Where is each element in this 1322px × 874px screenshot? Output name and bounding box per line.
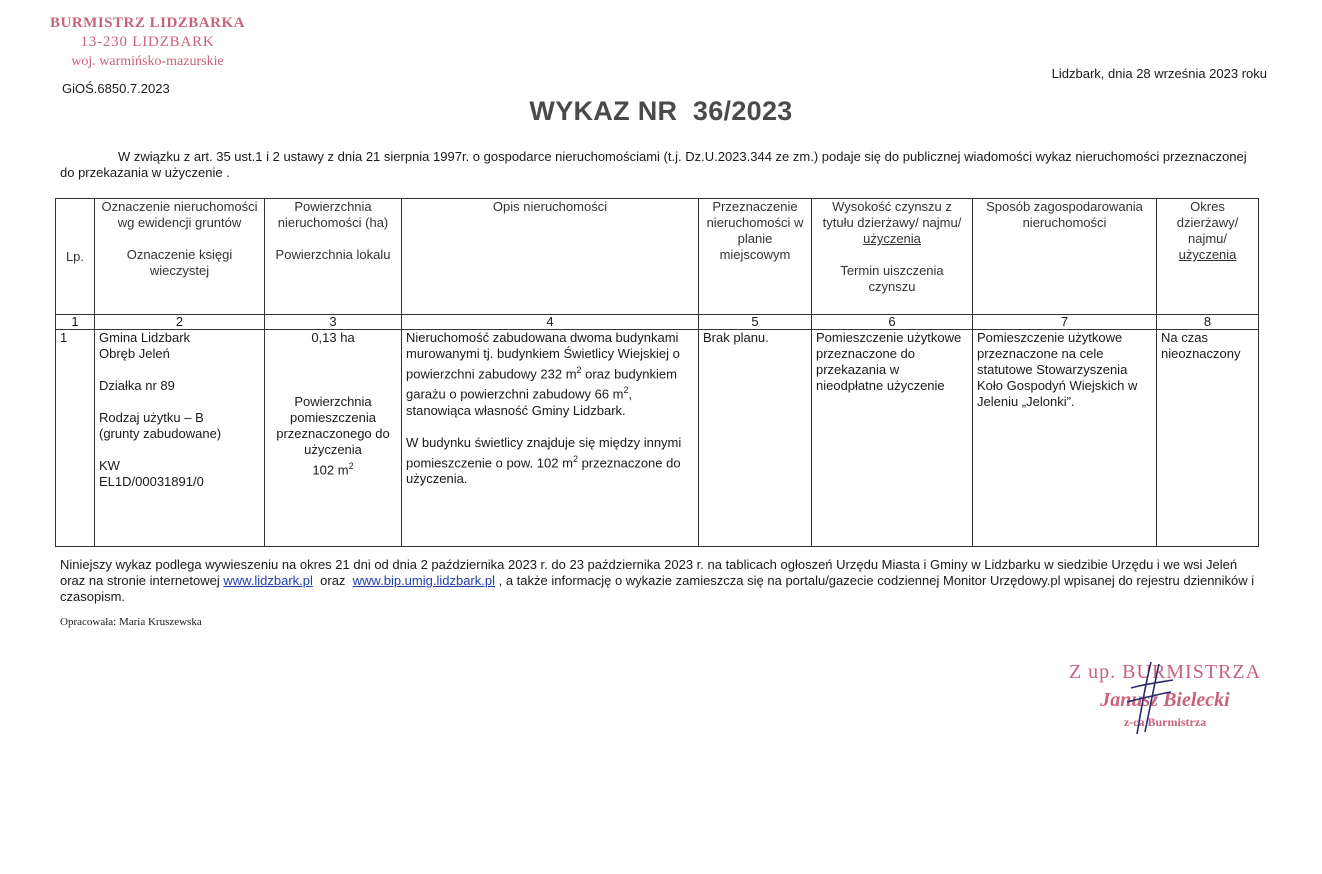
stamp-line-1: BURMISTRZ LIDZBARKA: [50, 15, 245, 31]
row-col2-line: Działka nr 89: [99, 378, 175, 393]
row-use: Pomieszczenie użytkowe przeznaczone na cele statutowe Stowarzyszenia Koło Gospodyń Wiejskich w Jeleniu „Jelonki”.: [973, 330, 1157, 547]
desc-text: przeznaczone do użyczenia.: [406, 454, 681, 486]
link-lidzbark[interactable]: www.lidzbark.pl: [223, 573, 313, 588]
intro-paragraph: W związku z art. 35 ust.1 i 2 ustawy z dnia 21 sierpnia 1997r. o gospodarce nieruchomościami (t.j. Dz.U.2023.344 ze zm.) podaje się do publicznej wiadomości wykaz nieruchomości przeznaczonej do przekazania w użyczenie .: [60, 149, 1247, 180]
header-col-2-a: Oznaczenie nieruchomości wg ewidencji gruntów: [101, 199, 258, 230]
row-land-designation: [95, 330, 265, 547]
superscript: 2: [576, 365, 582, 375]
column-number: 2: [95, 315, 265, 330]
row-col2-line: Gmina Lidzbark: [99, 330, 191, 345]
desc-text: , stanowiąca własność Gminy Lidzbark.: [406, 386, 633, 418]
header-col-5: Przeznaczenie nieruchomości w planie miejscowym: [699, 199, 812, 315]
document-title: WYKAZ NR 36/2023: [529, 96, 793, 126]
place-date: Lidzbark, dnia 28 września 2023 roku: [1051, 66, 1267, 81]
column-number: 3: [265, 315, 402, 330]
table-header-row: [56, 199, 1259, 315]
header-col-6: [812, 199, 973, 315]
footer-text: , a także informację o wykazie zamieszcza się na portalu/gazecie codziennej Monitor Urzędowy.pl wpisanej do rejestru dzienników i czasopism.: [60, 573, 1255, 604]
column-number-row: [56, 315, 1259, 330]
reference-number: GiOŚ.6850.7.2023: [62, 81, 170, 96]
stamp-line-2: 13-230 LIDZBARK: [80, 34, 215, 50]
column-number: 4: [402, 315, 699, 330]
link-bip[interactable]: www.bip.umig.lidzbark.pl: [352, 573, 495, 588]
superscript: 2: [623, 385, 629, 396]
office-stamp: [40, 14, 255, 71]
header-col-3: [265, 199, 402, 315]
row-plan: Brak planu.: [699, 330, 812, 547]
row-col2-line: KW: [99, 458, 120, 473]
row-local-value: [269, 458, 397, 478]
property-table: [55, 198, 1259, 547]
column-number: 6: [812, 315, 973, 330]
column-number: 8: [1157, 315, 1259, 330]
row-lp: 1: [56, 330, 95, 547]
header-col-6-b: Termin uiszczenia czynszu: [840, 263, 944, 294]
column-number: 1: [56, 315, 95, 330]
row-description-p2: [406, 435, 694, 487]
row-rent: Pomieszczenie użytkowe przeznaczone do przekazania w nieodpłatne użyczenie: [812, 330, 973, 547]
row-local-label: Powierzchnia pomieszczenia przeznaczonego do użyczenia: [276, 394, 390, 457]
signature-name: Janusz Bielecki: [1100, 689, 1230, 711]
footer-text: oraz: [312, 573, 353, 588]
column-number: 5: [699, 315, 812, 330]
header-col-6-a: Wysokość czynszu z tytułu dzierżawy/ najmu/: [822, 199, 962, 230]
row-period: Na czas nieoznaczony: [1157, 330, 1259, 547]
header-lp: Lp.: [56, 199, 95, 315]
header-col-7: Sposób zagospodarowania nieruchomości: [973, 199, 1157, 315]
header-col-8-underlined: użyczenia: [1178, 247, 1237, 262]
column-number: 7: [973, 315, 1157, 330]
footer-text: Niniejszy wykaz podlega wywieszeniu na okres 21 dni od dnia 2 października 2023 r. do 23 października 2023 r. na tablicach ogłoszeń Urzędu Miasta i Gminy w Lidzbarku w siedzibie Urzędu i we wsi Jeleń oraz na stronie internetowej: [60, 557, 1238, 588]
row-description-p1: [406, 330, 694, 419]
table-row: [56, 330, 1259, 547]
row-col2-line: Rodzaj użytku – B: [99, 410, 204, 425]
header-col-6-a-underlined: użyczenia: [863, 231, 921, 246]
row-area-ha: 0,13 ha: [311, 330, 355, 345]
superscript: 2: [348, 461, 354, 471]
header-col-2: [95, 199, 265, 315]
signature-stamp: [1055, 658, 1275, 730]
footer-note: [60, 557, 1262, 605]
row-col2-line: Obręb Jeleń: [99, 346, 170, 361]
stamp-line-3: woj. warmińsko-mazurskie: [71, 54, 224, 69]
signature-line-1: Z up. BURMISTRZA: [1068, 661, 1262, 683]
header-col-2-b: Oznaczenie księgi wieczystej: [126, 247, 233, 278]
header-col-8-a: Okres dzierżawy/ najmu/: [1176, 199, 1239, 246]
row-local-value-text: 102 m: [312, 462, 349, 478]
signature-role: z-ca Burmistrza: [1123, 715, 1207, 729]
row-description: [402, 330, 699, 547]
handwritten-signature-icon: [1117, 658, 1177, 738]
header-col-8: [1157, 199, 1259, 315]
row-col2-line: EL1D/00031891/0: [99, 474, 204, 489]
header-col-4: Opis nieruchomości: [402, 199, 699, 315]
row-area: [265, 330, 402, 547]
header-col-3-b: Powierzchnia lokalu: [275, 247, 391, 262]
desc-text: oraz budynkiem garażu o powierzchni zabudowy 66 m: [406, 366, 677, 402]
header-col-3-a: Powierzchnia nieruchomości (ha): [277, 199, 389, 230]
desc-text: W budynku świetlicy znajduje się między innymi pomieszczenie o pow. 102 m: [406, 434, 682, 470]
row-col2-line: (grunty zabudowane): [99, 426, 222, 441]
superscript: 2: [572, 453, 578, 464]
prepared-by: Opracowała: Maria Kruszewska: [60, 616, 202, 628]
desc-text: Nieruchomość zabudowana dwoma budynkami murowanymi tj. budynkiem Świetlicy Wiejskiej o powierzchni zabudowy 232 m: [406, 330, 680, 382]
